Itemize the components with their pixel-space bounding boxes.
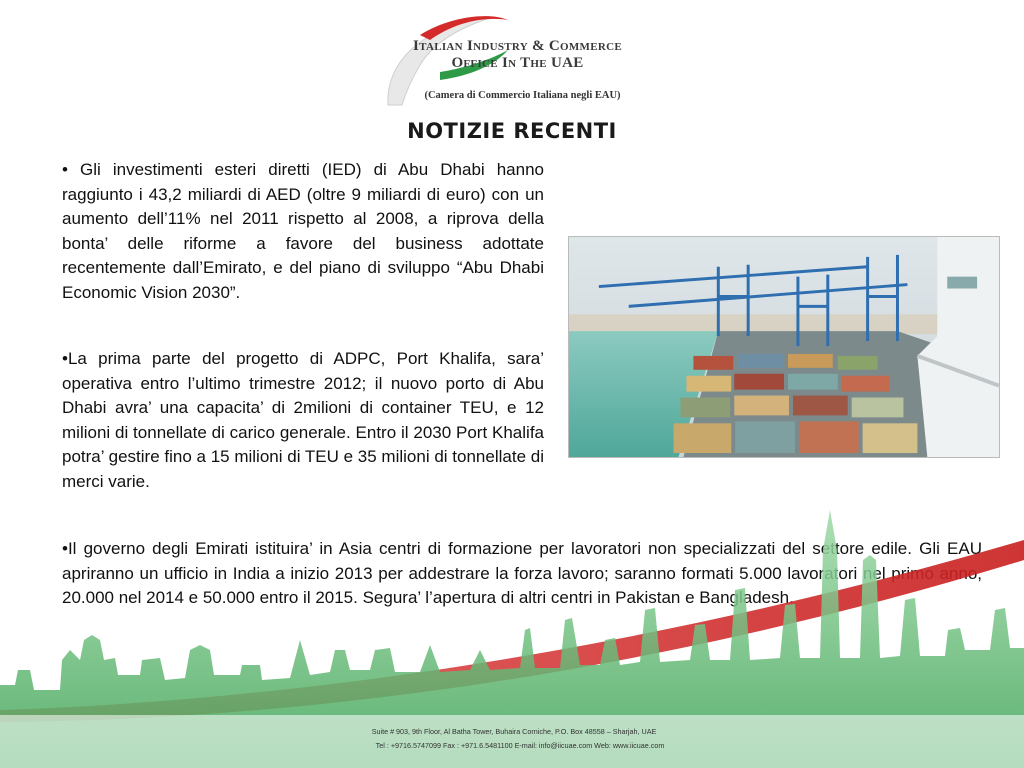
- org-name-line1: Italian Industry & Commerce: [413, 38, 622, 54]
- port-container-photo: [568, 236, 1000, 458]
- news-paragraph-3: •Il governo degli Emirati istituira’ in Asia centri di formazione per lavoratori non specializzati del settore edile. Gli EAU apriranno un ufficio in India a inizio 2013 per addestrare la forza lavoro; saranno formati 5.000 lavoratori nel primo anno, 20.000 nel 2014 e 50.000 entro il 2015. Segura’ l’apertura di altri centri in Pakistan e Bangladesh.: [62, 539, 982, 607]
- org-name-line2: Office In The UAE: [451, 55, 584, 71]
- news-paragraph-1: • Gli investimenti esteri diretti (IED) di Abu Dhabi hanno raggiunto i 43,2 miliardi di AED (oltre 9 miliardi di euro) con un aumento dell’11% nel 2011 rispetto al 2008, a riprova della bonta’ delle riforme a favore del business adottate recentemente dall’Emirato, e del piano di sviluppo “Abu Dhabi Economic Vision 2030”.: [62, 160, 544, 302]
- org-subtitle: (Camera di Commercio Italiana negli EAU): [424, 90, 621, 101]
- footer-address: Suite # 903, 9th Floor, Al Batha Tower, Buhaira Corniche, P.O. Box 48558 – Sharjah, UAE: [371, 727, 657, 736]
- news-paragraph-2: •La prima parte del progetto di ADPC, Port Khalifa, sara’ operativa entro l’ultimo trimestre 2012; il nuovo porto di Abu Dhabi avra’ una capacita’ di 2milioni di container TEU, e 12 milioni di tonnellate di carico generale. Entro il 2030 Port Khalifa potra’ gestire fino a 15 milioni di TEU e 35 milioni di tonnellate di merci varie.: [62, 349, 544, 491]
- org-name: [400, 38, 635, 72]
- footer-contacts: Tel : +9716.5747099 Fax : +971.6.5481100 E-mail: info@iicuae.com Web: www.iicuae.com: [375, 741, 665, 750]
- page-title: NOTIZIE RECENTI: [407, 119, 617, 143]
